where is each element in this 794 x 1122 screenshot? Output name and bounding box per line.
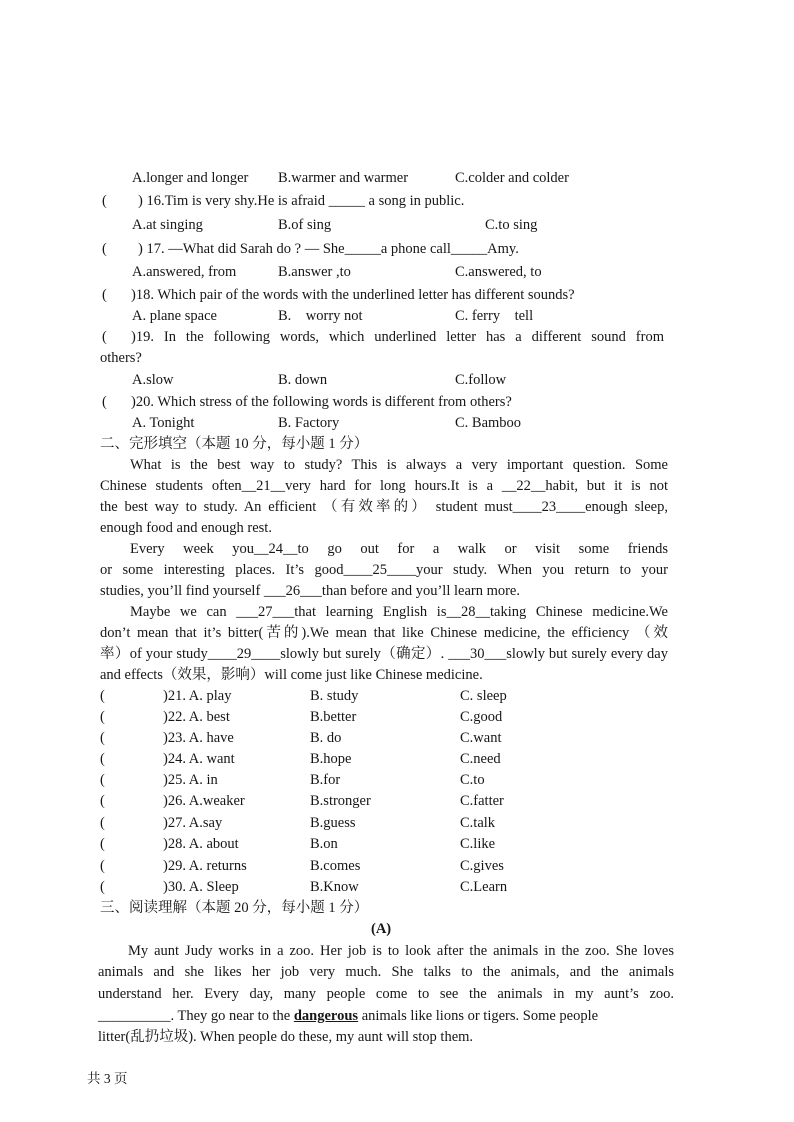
reading-line: My aunt Judy works in a zoo. Her job is to look after the animals in the zoo. She loves xyxy=(128,943,674,959)
cloze-q27-option-c: C.talk xyxy=(460,815,496,831)
question-16: ) 16.Tim is very shy.He is afraid _____ a song in public. xyxy=(138,193,465,209)
q17-option-b: B.answer ,to xyxy=(278,264,351,280)
reading-text-before: . They go near to the xyxy=(170,1008,294,1024)
cloze-q30-option-b: B.Know xyxy=(310,879,359,895)
cloze-line: Every week you__24__to go out for a walk or visit some friends xyxy=(130,541,668,557)
cloze-q26-option-a: )26. A.weaker xyxy=(163,793,245,809)
passage-title: (A) xyxy=(371,921,392,937)
cloze-q23-option-b: B. do xyxy=(310,730,342,746)
answer-paren: ( xyxy=(102,287,107,303)
cloze-line: don’t mean that it’s bitter(苦的).We mean that like Chinese medicine, the efficiency （效 xyxy=(100,625,668,641)
q20-option-c: C. Bamboo xyxy=(455,415,522,431)
cloze-line: What is the best way to study? This is always a very important question. Some xyxy=(130,457,668,473)
reading-line: litter(乱扔垃圾). When people do these, my aunt will stop them. xyxy=(98,1029,474,1045)
answer-paren: ( xyxy=(100,709,105,725)
q16-option-a: A.at singing xyxy=(132,217,203,233)
question-18: )18. Which pair of the words with the underlined letter has different sounds? xyxy=(131,287,575,303)
reading-line-text xyxy=(171,1006,675,1026)
cloze-line: studies, you’ll find yourself ___26___than before and you’ll learn more. xyxy=(100,583,520,599)
q20-option-b: B. Factory xyxy=(278,415,340,431)
reading-line: animals and she likes her job very much. She talks to the animals, and the animals xyxy=(98,964,674,980)
cloze-q21-option-b: B. study xyxy=(310,688,359,704)
q17-option-a: A.answered, from xyxy=(132,264,237,280)
cloze-q30-option-c: C.Learn xyxy=(460,879,508,895)
cloze-q29-option-a: )29. A. returns xyxy=(163,858,247,874)
section-heading-reading: 三、阅读理解（本题 20 分，每小题 1 分） xyxy=(100,900,369,916)
answer-paren: ( xyxy=(102,241,107,257)
answer-paren: ( xyxy=(100,751,105,767)
cloze-line: Chinese students often__21__very hard for long hours.It is a __22__habit, but it is not xyxy=(100,478,668,494)
answer-paren: ( xyxy=(102,329,107,345)
answer-paren: ( xyxy=(102,394,107,410)
reading-line-with-blank xyxy=(98,1006,674,1026)
q19-option-a: A.slow xyxy=(132,372,174,388)
cloze-line: and effects（效果，影响）will come just like Chinese medicine. xyxy=(100,667,483,683)
cloze-q28-option-c: C.like xyxy=(460,836,496,852)
question-19: )19. In the following words, which underlined letter has a different sound from xyxy=(131,329,664,345)
cloze-q28-option-a: )28. A. about xyxy=(163,836,239,852)
cloze-q27-option-b: B.guess xyxy=(310,815,356,831)
cloze-q25-option-a: )25. A. in xyxy=(163,772,218,788)
question-19-cont: others? xyxy=(100,350,142,366)
cloze-line: 率）of your study____29____slowly but surely（确定）. ___30___slowly but surely every day xyxy=(100,646,668,662)
cloze-line: or some interesting places. It’s good____25____your study. When you return to your xyxy=(100,562,668,578)
q15-option-c: C.colder and colder xyxy=(455,170,569,186)
cloze-q29-option-b: B.comes xyxy=(310,858,361,874)
answer-paren: ( xyxy=(100,836,105,852)
cloze-q21-option-a: )21. A. play xyxy=(163,688,232,704)
answer-paren: ( xyxy=(100,688,105,704)
cloze-line: the best way to study. An efficient （有效率的） student must____23____enough sleep, xyxy=(100,499,668,515)
cloze-q26-option-b: B.stronger xyxy=(310,793,371,809)
cloze-q26-option-c: C.fatter xyxy=(460,793,504,809)
cloze-q24-option-a: )24. A. want xyxy=(163,751,235,767)
cloze-q25-option-c: C.to xyxy=(460,772,485,788)
answer-paren: ( xyxy=(100,879,105,895)
section-heading-cloze: 二、完形填空（本题 10 分，每小题 1 分） xyxy=(100,436,369,452)
q19-option-c: C.follow xyxy=(455,372,507,388)
page-footer: 共 3 页 xyxy=(87,1071,128,1086)
q15-option-b: B.warmer and warmer xyxy=(278,170,409,186)
q15-option-a: A.longer and longer xyxy=(132,170,249,186)
cloze-q22-option-b: B.better xyxy=(310,709,357,725)
reading-line: understand her. Every day, many people come to see the animals in my aunt’s zoo. xyxy=(98,986,674,1002)
q18-option-b: B. worry not xyxy=(278,308,363,324)
q18-option-a: A. plane space xyxy=(132,308,217,324)
cloze-q24-option-b: B.hope xyxy=(310,751,352,767)
cloze-q27-option-a: )27. A.say xyxy=(163,815,223,831)
answer-paren: ( xyxy=(100,730,105,746)
answer-paren: ( xyxy=(100,772,105,788)
reading-text-after: animals like lions or tigers. Some people xyxy=(358,1008,599,1024)
answer-paren: ( xyxy=(100,858,105,874)
reading-bold-word: dangerous xyxy=(293,1008,359,1024)
q20-option-a: A. Tonight xyxy=(132,415,195,431)
q19-option-b: B. down xyxy=(278,372,328,388)
cloze-line: enough food and enough rest. xyxy=(100,520,272,536)
q18-option-c: C. ferry tell xyxy=(455,308,534,324)
cloze-q23-option-a: )23. A. have xyxy=(163,730,234,746)
cloze-q25-option-b: B.for xyxy=(310,772,341,788)
answer-paren: ( xyxy=(100,793,105,809)
cloze-q22-option-a: )22. A. best xyxy=(163,709,230,725)
question-20: )20. Which stress of the following words is different from others? xyxy=(131,394,512,410)
cloze-q30-option-a: )30. A. Sleep xyxy=(163,879,239,895)
reading-blank: __________ xyxy=(98,1008,171,1024)
cloze-q21-option-c: C. sleep xyxy=(460,688,507,704)
q16-option-c: C.to sing xyxy=(485,217,538,233)
cloze-q22-option-c: C.good xyxy=(460,709,503,725)
q17-option-c: C.answered, to xyxy=(455,264,542,280)
cloze-q24-option-c: C.need xyxy=(460,751,501,767)
cloze-q29-option-c: C.gives xyxy=(460,858,504,874)
question-17: ) 17. —What did Sarah do ? — She_____a phone call_____Amy. xyxy=(138,241,519,257)
cloze-q23-option-c: C.want xyxy=(460,730,502,746)
q16-option-b: B.of sing xyxy=(278,217,332,233)
answer-paren: ( xyxy=(102,193,107,209)
cloze-line: Maybe we can ___27___that learning English is__28__taking Chinese medicine.We xyxy=(130,604,668,620)
answer-paren: ( xyxy=(100,815,105,831)
cloze-q28-option-b: B.on xyxy=(310,836,338,852)
